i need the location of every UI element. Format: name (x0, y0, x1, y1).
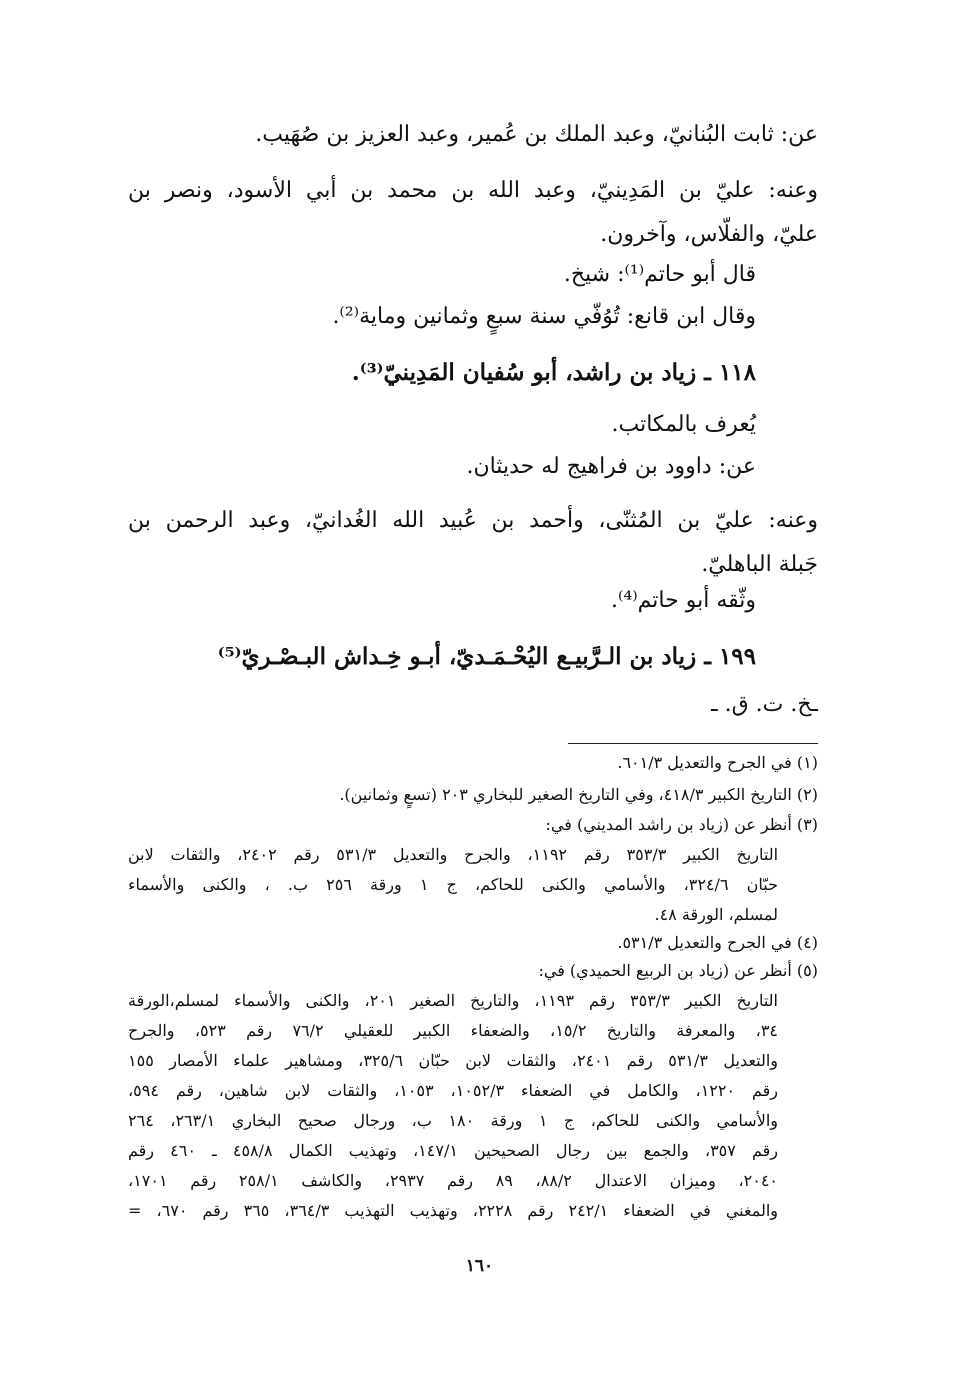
page-number: ١٦٠ (465, 1256, 494, 1276)
text-line: وعنه: عليّ بن المُثنّى، وأحمد بن عُبيد الله الغُدانيّ، وعبد الرحمن بن (128, 508, 818, 533)
footnote-line: (٣) أنظر عن (زياد بن راشد المديني) في: (545, 815, 818, 834)
footnote-line: رقم ٣٥٧، والجمع بين رجال الصحيحين ١٤٧/١، وتهذيب الكمال ٤٥٨/٨ ـ ٤٦٠ رقم (128, 1141, 778, 1160)
footnote-line: التاريخ الكبير ٣٥٣/٣ رقم ١١٩٣، والتاريخ الصغير ٢٠١، والكنى والأسماء لمسلم،الورقة (128, 991, 779, 1010)
text-line: عليّ، والفلّاس، وآخرون. (600, 222, 818, 247)
text-line: وقال ابن قانع: تُوُفّي سنة سبعٍ وثمانين وماية⁽²⁾. (332, 304, 756, 329)
footnote-line: (٥) أنظر عن (زياد بن الربيع الحميدي) في: (538, 961, 818, 980)
text-line: وثّقه أبو حاتم⁽⁴⁾. (611, 588, 756, 613)
footnote-line: ٣٤، والمعرفة والتاريخ ١٥/٢، والضعفاء الكبير للعقيلي ٧٦/٢ رقم ٥٢٣، والجرح (128, 1021, 779, 1040)
text-line: عن: ثابت البُنانيّ، وعبد الملك بن عُمير، وعبد العزيز بن صُهَيب. (255, 122, 818, 147)
footnote-line: (٤) في الجرح والتعديل ٥٣١/٣. (617, 933, 818, 952)
footnote-line: لمسلم، الورقة ٤٨. (654, 905, 778, 924)
footnote-line: (٢) التاريخ الكبير ٤١٨/٣، وفي التاريخ الصغير للبخاري ٢٠٣ (تسعٍ وثمانين). (339, 785, 818, 804)
footnote-line: والأسامي والكنى للحاكم، ج ١ ورقة ١٨٠ ب، ورجال صحيح البخاري ٢٦٣/١، ٢٦٤ (128, 1111, 779, 1130)
text-line: وعنه: عليّ بن المَدِينيّ، وعبد الله بن محمد بن أبي الأسود، ونصر بن (128, 178, 818, 203)
footnote-line: والمغني في الضعفاء ٢٤٢/١ رقم ٢٢٢٨، وتهذيب التهذيب ٣٦٤/٣، ٣٦٥ رقم ٦٧٠، = (128, 1201, 779, 1220)
text-line: ـخ. ت. ق. ـ (711, 692, 818, 717)
entry-heading: ١٩٩ ـ زياد بن الـرَّبيـع اليُحْـمَـديّ، أبـو خِـداش البـصْـريّ⁽⁵⁾ (217, 643, 756, 670)
footnote-line: حبّان ٣٢٤/٦، والأسامي والكنى للحاكم، ج ١ ورقة ٢٥٦ ب. ، والكنى والأسماء (128, 875, 778, 894)
text-line: جَبلة الباهليّ. (701, 552, 818, 577)
footnote-line: (١) في الجرح والتعديل ٦٠١/٣. (617, 753, 818, 772)
entry-heading: ١١٨ ـ زياد بن راشد، أبو سُفيان المَدِينيّ⁽³⁾. (351, 359, 756, 386)
text-line: يُعرف بالمكاتب. (611, 412, 756, 437)
footnote-line: والتعديل ٥٣١/٣ رقم ٢٤٠١، والثقات لابن حبّان ٣٢٥/٦، ومشاهير علماء الأمصار ١٥٥ (128, 1051, 778, 1070)
footnote-separator (568, 743, 818, 744)
footnote-line: ٢٠٤٠، وميزان الاعتدال ٨٨/٢، ٨٩ رقم ٢٩٣٧، والكاشف ٢٥٨/١ رقم ١٧٠١، (128, 1171, 779, 1190)
footnote-line: التاريخ الكبير ٣٥٣/٣ رقم ١١٩٢، والجرح والتعديل ٥٣١/٣ رقم ٢٤٠٢، والثقات لابن (128, 845, 779, 864)
footnote-line: رقم ١٢٢٠، والكامل في الضعفاء ١٠٥٢/٣، ١٠٥٣، والثقات لابن شاهين، رقم ٥٩٤، (128, 1081, 779, 1100)
text-line: قال أبو حاتم⁽¹⁾: شيخ. (563, 262, 756, 287)
text-line: عن: داوود بن فراهيج له حديثان. (466, 454, 756, 479)
